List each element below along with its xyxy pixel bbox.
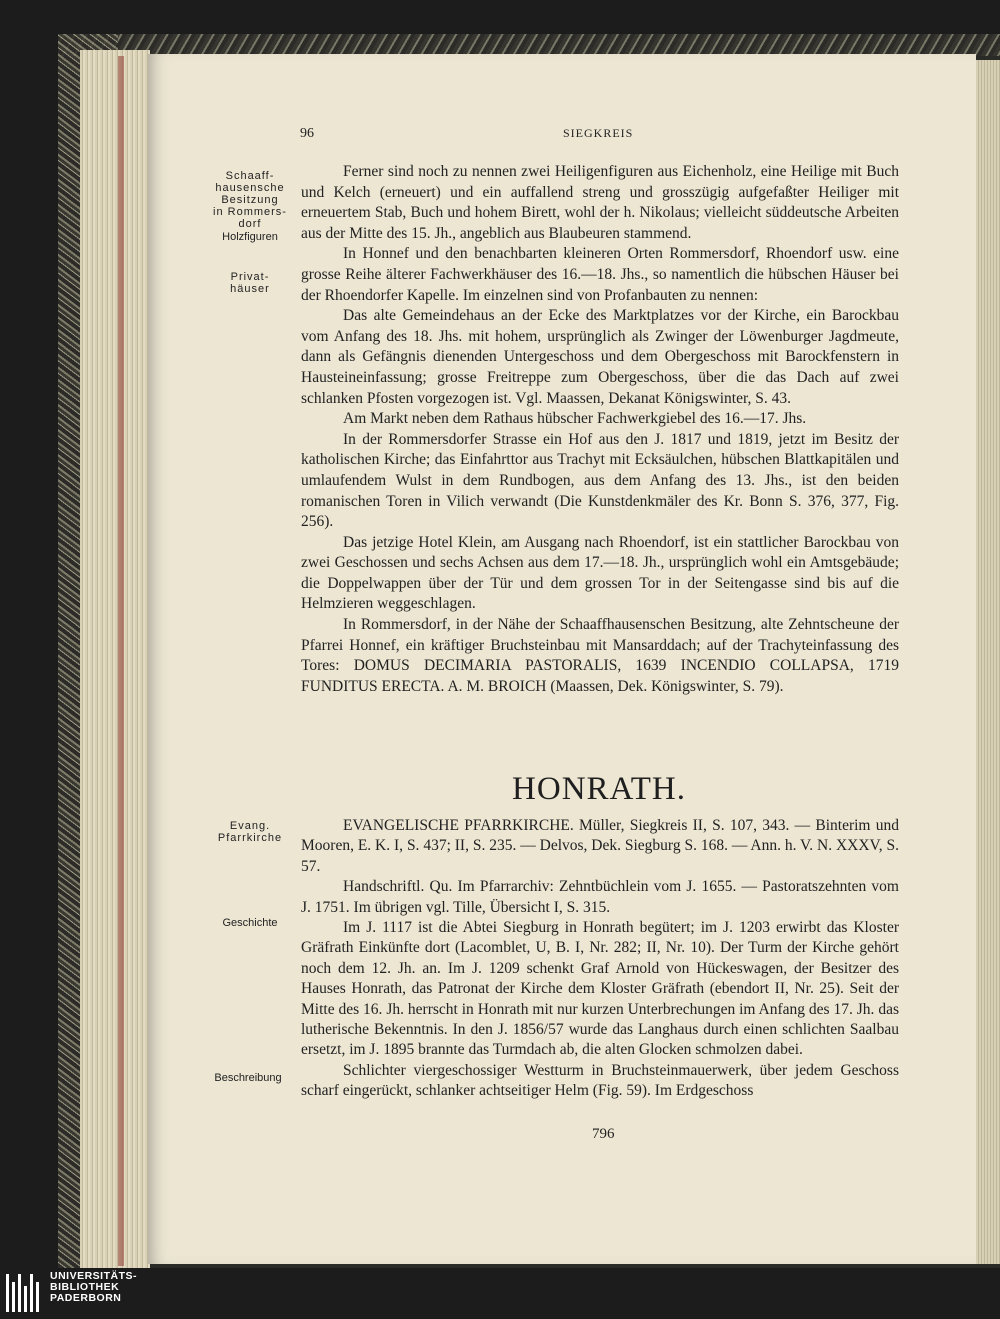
logo-line: UNIVERSITÄTS- [50,1270,138,1282]
page-edges-right [976,60,1000,1264]
page-number: 96 [300,126,314,141]
paragraph: In Honnef und den benachbarten kleineren Orten Rommersdorf, Rhoendorf usw. eine grosse Reihe älterer Fachwerkhäuser des 16.—18. Jhs., so namentlich die hübschen Häuser bei der Rhoendorfer Kapelle. Im einzelnen sind von Profanbauten zu nennen: [301,245,899,304]
paragraph: Schlichter viergeschossiger Westturm in Bruchsteinmauerwerk, über jedem Geschoss scharf eingerückt, schlanker achtseitiger Helm (Fig. 59). Im Erdgeschoss [301,1061,899,1100]
margin-line: in Rommers- [213,206,287,218]
margin-line: Schaaff- [225,170,275,182]
paragraph: Am Markt neben dem Rathaus hübscher Fachwerkgiebel des 16.—17. Jhs. [343,410,807,428]
paragraph: In Rommersdorf, in der Nähe der Schaaffhausenschen Besitzung, alte Zehntscheune der Pfarrei Honnef, ein kräftiger Bruchsteinbau mit Mansarddach; auf der Trachyteinfassung des Tores: DOMUS DECIMARIA PASTORALIS, 1639 INCENDIO COLLAPSA, 1719 FUNDITUS ERECTA. A. M. BROICH (Maassen, Dek. Königswinter, S. 79). [301,616,899,695]
margin-line: Pfarrkirche [217,832,283,844]
paragraph: Ferner sind noch zu nennen zwei Heiligenfiguren aus Eichenholz, eine Heilige mit Buch und Kelch (erneuert) und ein auffallend streng und grosszügig aufgefaßter Heiliger mit erneuertem Stab, Buch und hohem Birett, wohl der h. Nikolaus; vielleicht süddeutsche Arbeiten aus der Mitte des 15. Jh., angeblich aus Blaubeuren stammend. [301,163,899,242]
margin-line: dorf [238,218,262,230]
page-edge-red-stain [118,56,124,1266]
paragraph: EVANGELISCHE PFARRKIRCHE. Müller, Siegkreis II, S. 107, 343. — Binterim und Mooren, E. K. I, S. 437; II, S. 235. — Delvos, Dek. Siegburg S. 168. — Ann. h. V. N. XXXV, S. 57. [301,817,899,875]
margin-note-schaaffhausensche [202,170,298,243]
library-logo-strip [0,1268,1000,1319]
cover-marbling-top [58,34,1000,56]
footer-page-number: 796 [592,1126,615,1142]
page-edges [80,50,150,1268]
margin-line: hausensche [215,182,285,194]
margin-note-beschreibung: Beschreibung [214,1072,282,1084]
paragraph: Das jetzige Hotel Klein, am Ausgang nach Rhoendorf, ist ein stattlicher Barockbau von zwei Geschossen und sechs Achsen aus dem 17.—18. Jh., ursprünglich wohl ein Amtsgebäude; die Doppelwappen über der Tür und dem grossen Tor in der Seitengasse sind bis auf die Helmzieren weggeschlagen. [301,533,899,613]
margin-note-evang-pfarrkirche [202,820,298,844]
margin-line: Evang. [229,820,271,832]
margin-line: Privat- [230,271,270,283]
margin-note-privathaeuser [202,271,298,295]
body-text-bottom [301,816,899,1102]
margin-line: häuser [230,283,270,295]
logo-line: BIBLIOTHEK [50,1281,120,1293]
section-title: HONRATH. [512,771,686,807]
paragraph: In der Rommersdorfer Strasse ein Hof aus den J. 1817 und 1819, jetzt im Besitz der katholischen Kirche; das Einfahrttor aus Trachyt mit Ecksäulchen, hübschen Blattkapitälen und umlaufendem Wulst in dem Rundbogen, aus dem Anfang des 13. Jhs., ist den beiden romanischen Toren in Vilich verwandt (Die Kunstdenkmäler des Kr. Bonn S. 376, 377, Fig. 256). [301,430,899,531]
running-head: SIEGKREIS [563,126,634,140]
margin-line: Holzfiguren [222,231,278,243]
paragraph: Das alte Gemeindehaus an der Ecke des Marktplatzes vor der Kirche, ein Barockbau vom Anfang des 18. Jhs. mit hohem, ursprünglich als Zwinger der Löwenburger Jagdmeute, dann als Gefängnis dienenden Untergeschoss und dem Obergeschoss mit Barockfenstern in Hausteineinfassung; grosse Freitreppe zum Obergeschoss, über die das Dach auf zwei schlanken Pfosten vorgezogen ist. Vgl. Maassen, Dekanat Königswinter, S. 43. [301,307,899,407]
body-text-top [301,162,899,697]
library-logo-icon [6,1274,42,1312]
margin-line: Besitzung [221,194,279,206]
logo-line: PADERBORN [50,1292,122,1304]
library-logo-text [50,1271,137,1304]
paragraph: Handschriftl. Qu. Im Pfarrarchiv: Zehntbüchlein vom J. 1655. — Pastoratszehnten vom J. 1751. Im übrigen vgl. Tille, Übersicht I, S. 315. [301,878,899,916]
paragraph: Im J. 1117 ist die Abtei Siegburg in Honrath begütert; im J. 1203 erwirbt das Kloster Gräfrath Einkünfte dort (Lacomblet, U, B. I, Nr. 282; II, Nr. 10). Der Turm der Kirche gehört noch dem 12. Jh. an. Im J. 1209 schenkt Graf Arnold von Hückeswagen, der Besitzer des Hauses Honrath, das Patronat der Kirche dem Kloster Gräfrath (ebendort II, Nr. 25). Seit der Mitte des 16. Jh. herrscht in Honrath mit nur kurzen Unterbrechungen im Anfang des 17. Jh. das lutherische Bekenntnis. In den J. 1856/57 wurde das Langhaus durch einen schlichten Saalbau ersetzt, im J. 1895 brannte das Turmdach ab, die alten Glocken schmolzen dabei. [301,919,899,1059]
margin-note-geschichte: Geschichte [222,917,278,929]
